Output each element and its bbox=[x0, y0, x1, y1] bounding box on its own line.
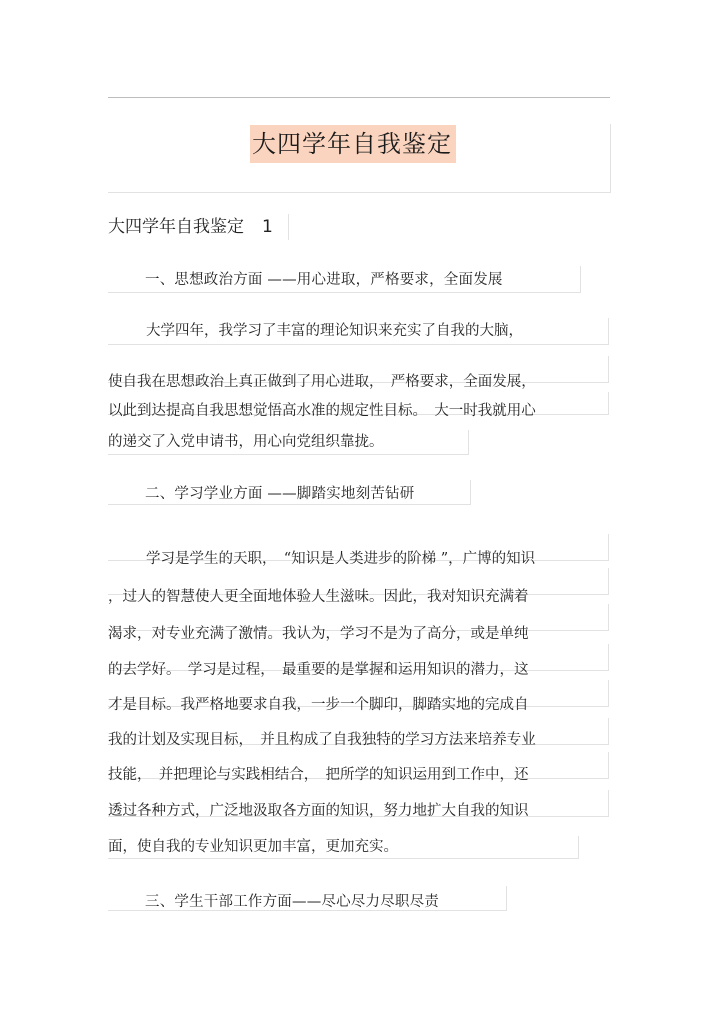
paragraph-line: 以此到达提高自我思想觉悟高水准的规定性目标。 大一时我就用心 bbox=[108, 403, 536, 419]
document-title: 大四学年自我鉴定 bbox=[250, 125, 456, 163]
paragraph-line: 才是目标。我严格地要求自我，一步一个脚印，脚踏实地的完成自 bbox=[108, 697, 529, 713]
paragraph-line: 技能， 并把理论与实践相结合， 把所学的知识运用到工作中，还 bbox=[108, 767, 529, 783]
paragraph-line: 的去学好。 学习是过程， 最重要的是掌握和运用知识的潜力，这 bbox=[108, 662, 529, 678]
paragraph-line: 透过各种方式，广泛地汲取各方面的知识，努力地扩大自我的知识 bbox=[108, 803, 529, 819]
top-rule bbox=[108, 97, 610, 98]
subtitle-text: 大四学年自我鉴定 bbox=[108, 217, 244, 237]
paragraph-line: 大学四年，我学习了丰富的理论知识来充实了自我的大脑， bbox=[146, 323, 523, 339]
paragraph-line: 渴求，对专业充满了激情。我认为，学习不是为了高分，或是单纯 bbox=[108, 626, 529, 642]
paragraph-line: 面，使自我的专业知识更加丰富，更加充实。 bbox=[108, 839, 398, 855]
paragraph-line: 我的计划及实现目标， 并且构成了自我独特的学习方法来培养专业 bbox=[108, 732, 536, 748]
paragraph-line: 使自我在思想政治上真正做到了用心进取， 严格要求，全面发展， bbox=[108, 374, 536, 390]
section-heading-study: 二、学习学业方面 ——脚踏实地刻苦钻研 bbox=[145, 486, 415, 502]
section-heading-politics: 一、思想政治方面 ——用心进取，严格要求，全面发展 bbox=[145, 272, 503, 288]
subtitle-number: 1 bbox=[262, 217, 273, 237]
document-subtitle bbox=[108, 212, 273, 242]
paragraph-line: ，过人的智慧使人更全面地体验人生滋味。因此，我对知识充满着 bbox=[108, 589, 529, 605]
paragraph-line: 的递交了入党申请书，用心向党组织靠拢。 bbox=[108, 434, 384, 450]
section-heading-student-cadre: 三、学生干部工作方面——尽心尽力尽职尽责 bbox=[145, 894, 439, 910]
paragraph-line: 学习是学生的天职， “知识是人类进步的阶梯 ”，广博的知识 bbox=[146, 551, 536, 567]
subtitle-box-edge bbox=[288, 214, 289, 240]
